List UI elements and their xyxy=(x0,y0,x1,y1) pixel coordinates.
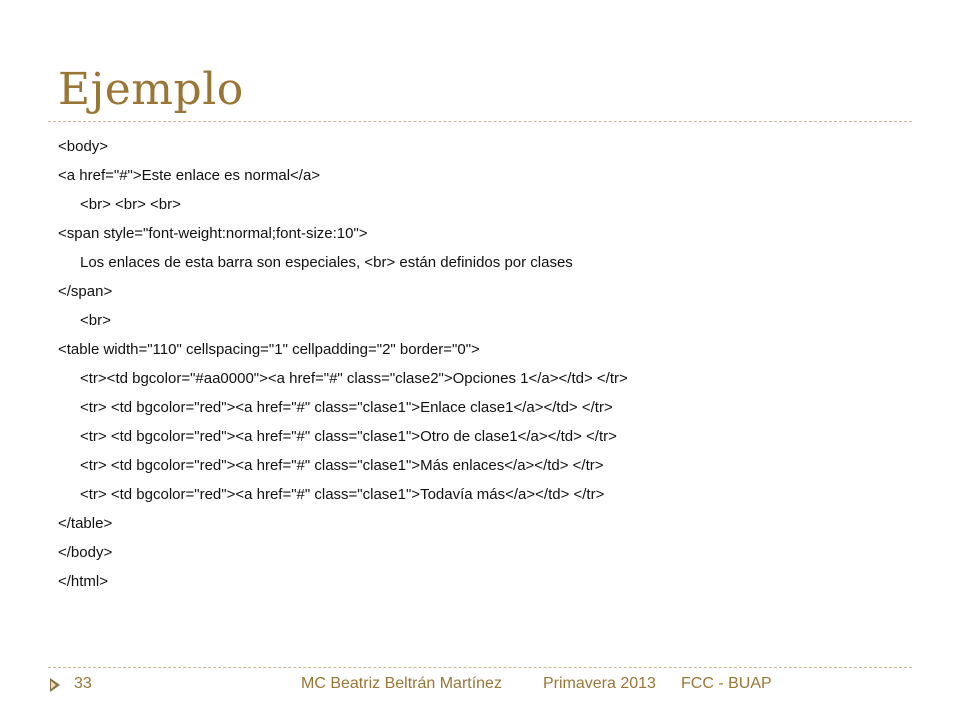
code-line: <tr> <td bgcolor="red"><a href="#" class="clase1">Todavía más</a></td> </tr> xyxy=(80,486,605,503)
code-line: <br> xyxy=(80,312,111,329)
code-line: <body> xyxy=(58,138,109,155)
code-line: </table> xyxy=(58,515,113,532)
code-line: <tr> <td bgcolor="red"><a href="#" class="clase1">Enlace clase1</a></td> </tr> xyxy=(80,399,613,416)
code-line: </span> xyxy=(58,283,113,300)
code-line: </html> xyxy=(58,573,109,590)
code-line: </body> xyxy=(58,544,113,561)
code-line: <table width="110" cellspacing="1" cellpadding="2" border="0"> xyxy=(58,341,480,358)
code-line: <a href="#">Este enlace es normal</a> xyxy=(58,167,321,184)
slide-title: Ejemplo xyxy=(58,64,244,115)
code-listing xyxy=(58,132,918,596)
footer-organization: FCC - BUAP xyxy=(681,675,772,692)
code-line: Los enlaces de esta barra son especiales, <br> están definidos por clases xyxy=(80,254,573,271)
code-line: <span style="font-weight:normal;font-size:10"> xyxy=(58,225,368,242)
slide-number: 33 xyxy=(74,675,92,692)
triangle-bullet-icon xyxy=(50,678,60,692)
code-line: <tr><td bgcolor="#aa0000"><a href="#" class="clase2">Opciones 1</a></td> </tr> xyxy=(80,370,628,387)
code-line: <br> <br> <br> xyxy=(80,196,181,213)
footer-author: MC Beatriz Beltrán Martínez xyxy=(301,675,502,692)
code-line: <tr> <td bgcolor="red"><a href="#" class="clase1">Otro de clase1</a></td> </tr> xyxy=(80,428,617,445)
footer-term: Primavera 2013 xyxy=(543,675,656,692)
code-line: <tr> <td bgcolor="red"><a href="#" class="clase1">Más enlaces</a></td> </tr> xyxy=(80,457,604,474)
title-divider xyxy=(48,121,912,122)
footer-divider xyxy=(48,667,912,668)
